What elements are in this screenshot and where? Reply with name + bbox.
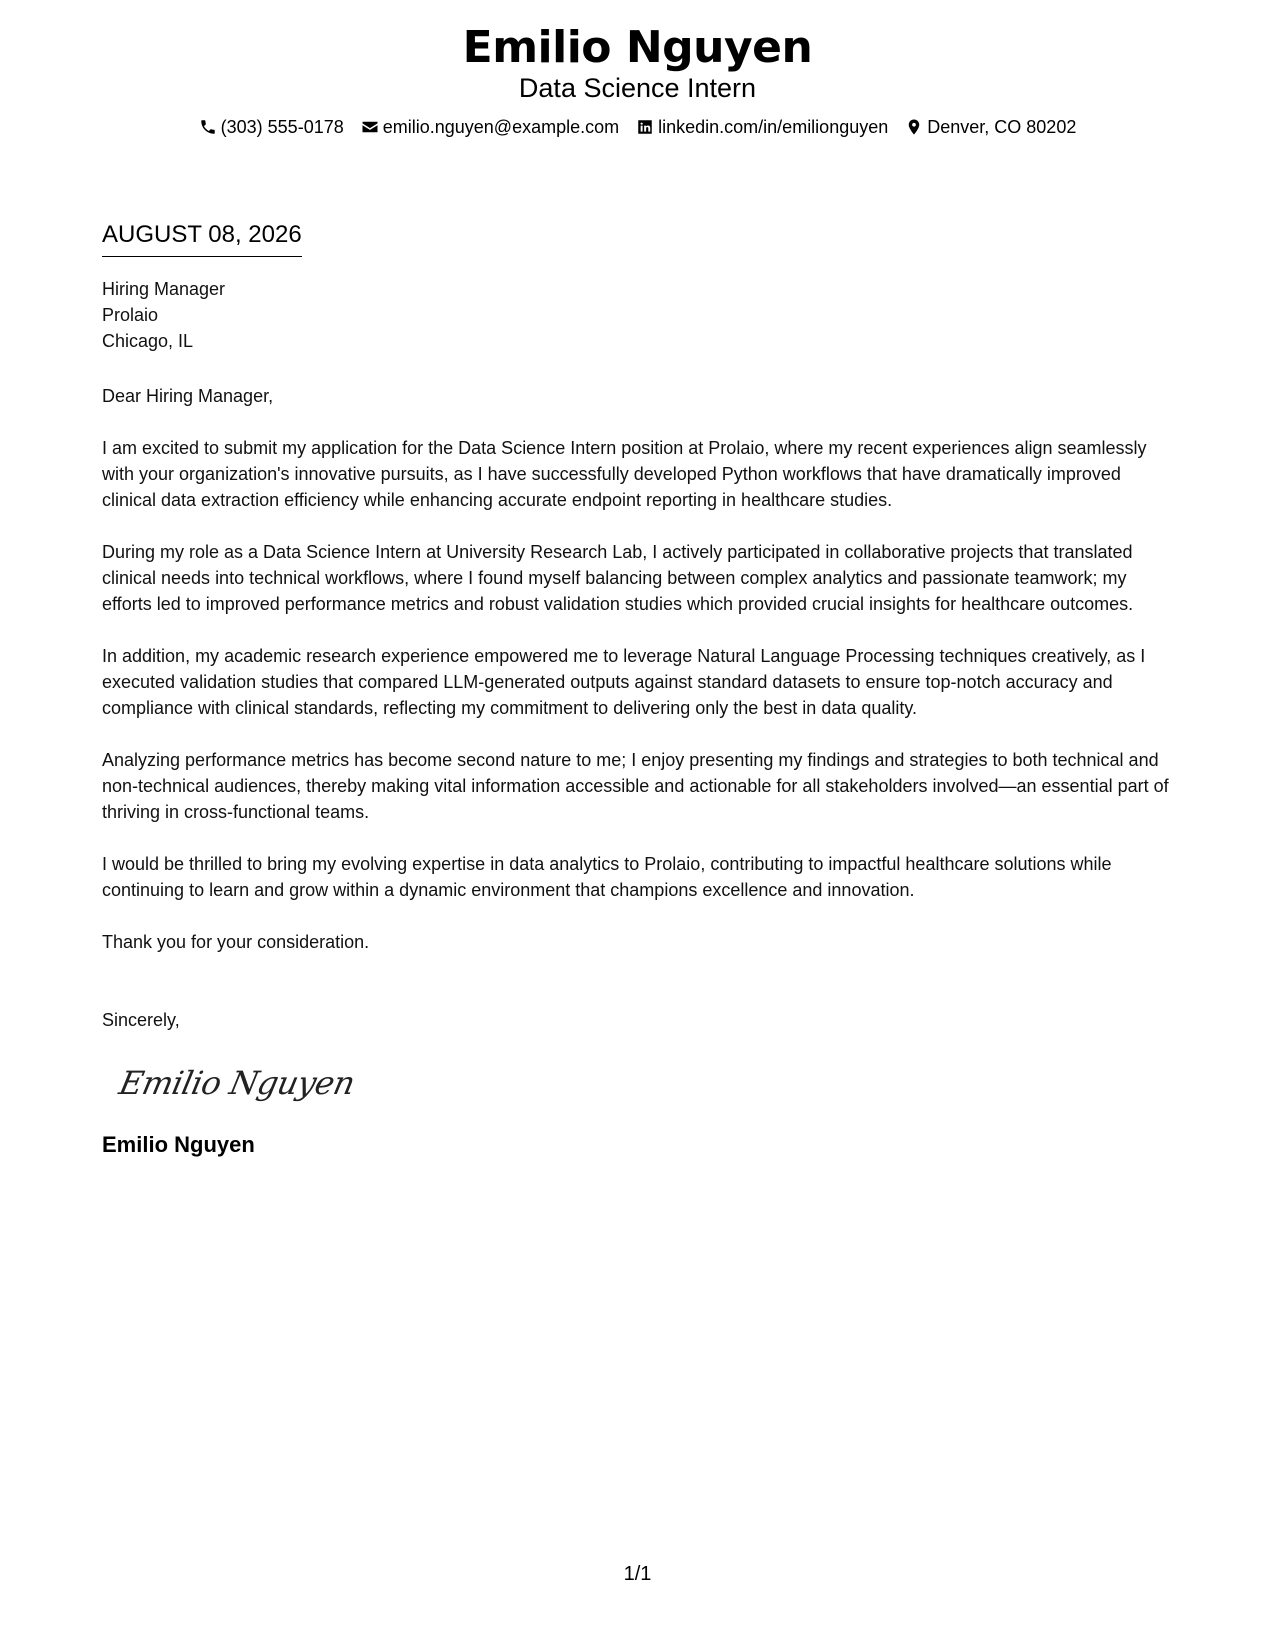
applicant-title: Data Science Intern — [518, 73, 757, 103]
handwritten-signature: Emilio Nguyen — [115, 1064, 359, 1102]
paragraph-conclusion: I would be thrilled to bring my evolving expertise in data analytics to Prolaio, contributing to impactful healthcare solutions while continuing to learn and grow within a dynamic environment that champions excellence and innovation. — [102, 854, 1112, 900]
map-marker-icon — [905, 118, 923, 136]
phone-number: (303) 555-0178 — [220, 117, 344, 137]
signer-name: Emilio Nguyen — [102, 1132, 255, 1157]
recipient-block — [102, 276, 1172, 354]
closing: Sincerely, — [102, 1010, 180, 1030]
envelope-icon — [361, 118, 379, 136]
paragraph-research: In addition, my academic research experience empowered me to leverage Natural Language Processing techniques creatively, as I executed validation studies that compared LLM-generated outputs against standard datasets to ensure top-notch accuracy and compliance with clinical standards, reflecting my commitment to delivering only the best in data quality. — [102, 646, 1146, 718]
signature-block — [102, 1033, 1172, 1103]
email-address[interactable]: emilio.nguyen@example.com — [382, 117, 620, 137]
contact-bar — [0, 116, 1275, 138]
location-text: Denver, CO 80202 — [927, 117, 1077, 137]
linkedin-url[interactable]: linkedin.com/in/emilionguyen — [658, 117, 889, 137]
phone-icon — [199, 118, 217, 136]
contact-email[interactable] — [361, 116, 619, 138]
recipient-company: Prolaio — [102, 305, 159, 325]
recipient-location: Chicago, IL — [102, 331, 194, 351]
letter-date: AUGUST 08, 2026 — [102, 220, 302, 257]
letter-header — [0, 22, 1275, 138]
recipient-title: Hiring Manager — [102, 279, 226, 299]
paragraph-communication: Analyzing performance metrics has become second nature to me; I enjoy presenting my findings and strategies to both technical and non-technical audiences, thereby making vital information accessible and actionable for all stakeholders involved—an essential part of thriving in cross-functional teams. — [102, 750, 1169, 822]
linkedin-icon — [636, 118, 654, 136]
applicant-name: Emilio Nguyen — [462, 22, 813, 73]
paragraph-intro: I am excited to submit my application for the Data Science Intern position at Prolaio, where my recent experiences align seamlessly with your organization's innovative pursuits, as I have successfully developed Python workflows that have dramatically improved clinical data extraction efficiency while enhancing accurate endpoint reporting in healthcare studies. — [102, 438, 1147, 510]
contact-location — [905, 116, 1076, 138]
paragraph-experience: During my role as a Data Science Intern at University Research Lab, I actively participated in collaborative projects that translated clinical needs into technical workflows, where I found myself balancing between complex analytics and passionate teamwork; my efforts led to improved performance metrics and robust validation studies which provided crucial insights for healthcare outcomes. — [102, 542, 1134, 614]
contact-linkedin[interactable] — [636, 116, 888, 138]
paragraph-thanks: Thank you for your consideration. — [102, 932, 370, 952]
contact-phone — [199, 116, 344, 138]
letter-body — [102, 220, 1172, 1159]
page-number: 1/1 — [623, 1563, 652, 1585]
salutation: Dear Hiring Manager, — [102, 386, 274, 406]
